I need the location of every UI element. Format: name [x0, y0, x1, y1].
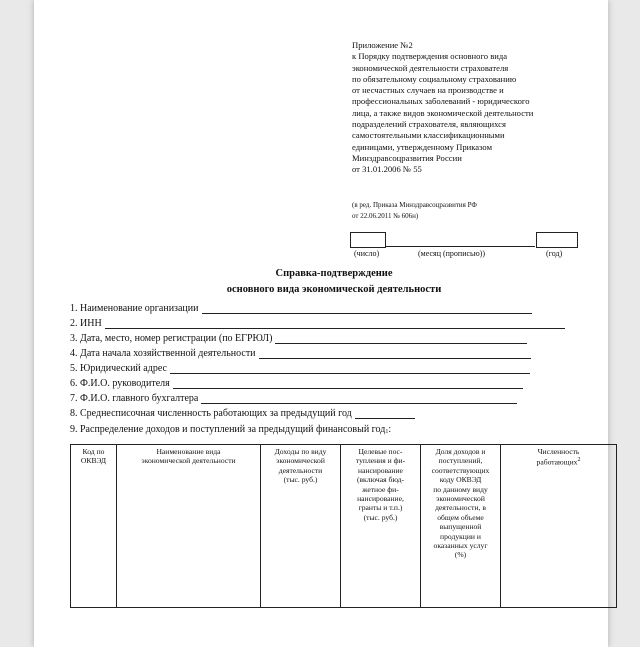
appendix-line: Приложение №2: [352, 40, 413, 50]
appendix-line: профессиональных заболеваний - юридического: [352, 96, 530, 107]
document-subtitle: основного вида экономической деятельности: [226, 284, 442, 295]
col-headcount-label: Численность работающих: [536, 447, 580, 467]
day-label: (число): [354, 249, 380, 258]
appendix-line: самостоятельными классификационными: [352, 130, 505, 141]
col-activity-name: Наименование вида экономической деятельности: [117, 445, 261, 608]
appendix-header: [352, 40, 592, 176]
date-year-box[interactable]: [536, 232, 578, 248]
field-headcount: [70, 408, 415, 419]
col-income-share: Доля доходов и поступлений, соответствующих коду ОКВЭД по данному виду экономической деятельности, в общем объеме выпущенной продукции и оказанных услуг (%): [421, 445, 501, 608]
date-month-line[interactable]: [385, 246, 535, 247]
year-label: (год): [546, 249, 563, 258]
field-label: 4. Дата начала хозяйственной деятельности: [70, 348, 256, 359]
colon: :: [388, 424, 392, 435]
field-accountant: [70, 393, 517, 404]
field-accountant-line[interactable]: [201, 394, 517, 404]
footnote-mark: 1: [385, 429, 389, 435]
field-org-name: [70, 303, 532, 314]
appendix-line: лица, а также видов экономической деятельности: [352, 107, 534, 118]
field-registration-line[interactable]: [275, 334, 527, 344]
field-director: [70, 378, 523, 389]
field-label: 7. Ф.И.О. главного бухгалтера: [70, 393, 199, 404]
field-start-date-line[interactable]: [259, 349, 531, 359]
appendix-line: к Порядку подтверждения основного вида: [352, 51, 508, 62]
table-header-row: [71, 445, 617, 608]
appendix-line: от несчастных случаев на производстве и: [352, 85, 504, 96]
field-label: 3. Дата, место, номер регистрации (по ЕГРЮЛ): [70, 333, 273, 344]
field-legal-address-line[interactable]: [170, 364, 530, 374]
field-label: 1. Наименование организации: [70, 303, 199, 314]
field-legal-address: [70, 363, 530, 374]
appendix-line: единицами, утвержденному Приказом: [352, 141, 493, 152]
footnote-mark: 2: [577, 457, 581, 464]
amendment-note: [352, 200, 592, 221]
field-inn: [70, 318, 565, 329]
col-income: Доходы по виду экономической деятельности (тыс. руб.): [261, 445, 341, 608]
amendment-line: (в ред. Приказа Минздравсоцразвития РФ: [352, 201, 477, 209]
appendix-line: по обязательному социальному страхованию: [352, 73, 517, 84]
field-registration: [70, 333, 527, 344]
date-day-box[interactable]: [350, 232, 386, 248]
field-label: 9. Распределение доходов и поступлений за предыдущий финансовый год: [70, 424, 386, 435]
field-org-name-line[interactable]: [202, 304, 532, 314]
amendment-line: от 22.06.2011 № 606н): [352, 211, 419, 220]
income-table: [70, 444, 617, 608]
field-label: 5. Юридический адрес: [70, 363, 167, 374]
col-targeted-funding: Целевые пос- тупления и фи- нансирование (включая бюд- жетное фи- нансирование, гранты и т.п.) (тыс. руб.): [341, 445, 421, 608]
appendix-line: от 31.01.2006 № 55: [352, 164, 422, 175]
field-headcount-line[interactable]: [355, 409, 415, 419]
appendix-line: Минздравсоцразвития России: [352, 152, 462, 163]
month-label: (месяц (прописью)): [418, 249, 485, 258]
field-start-date: [70, 348, 531, 359]
document-title: Справка-подтверждение: [275, 268, 393, 279]
field-inn-line[interactable]: [105, 319, 565, 329]
col-okved-code: Код по ОКВЭД: [71, 445, 117, 608]
col-headcount: [501, 445, 617, 608]
field-label: 2. ИНН: [70, 318, 102, 329]
field-label: 6. Ф.И.О. руководителя: [70, 378, 170, 389]
field-director-line[interactable]: [173, 379, 523, 389]
appendix-line: подразделений страхователя, являющихся: [352, 119, 506, 130]
field-label: 8. Среднесписочная численность работающих за предыдущий год: [70, 408, 352, 419]
field-income-distribution: [70, 424, 391, 435]
document-page: [34, 0, 608, 647]
appendix-line: экономической деятельности страхователя: [352, 62, 509, 73]
